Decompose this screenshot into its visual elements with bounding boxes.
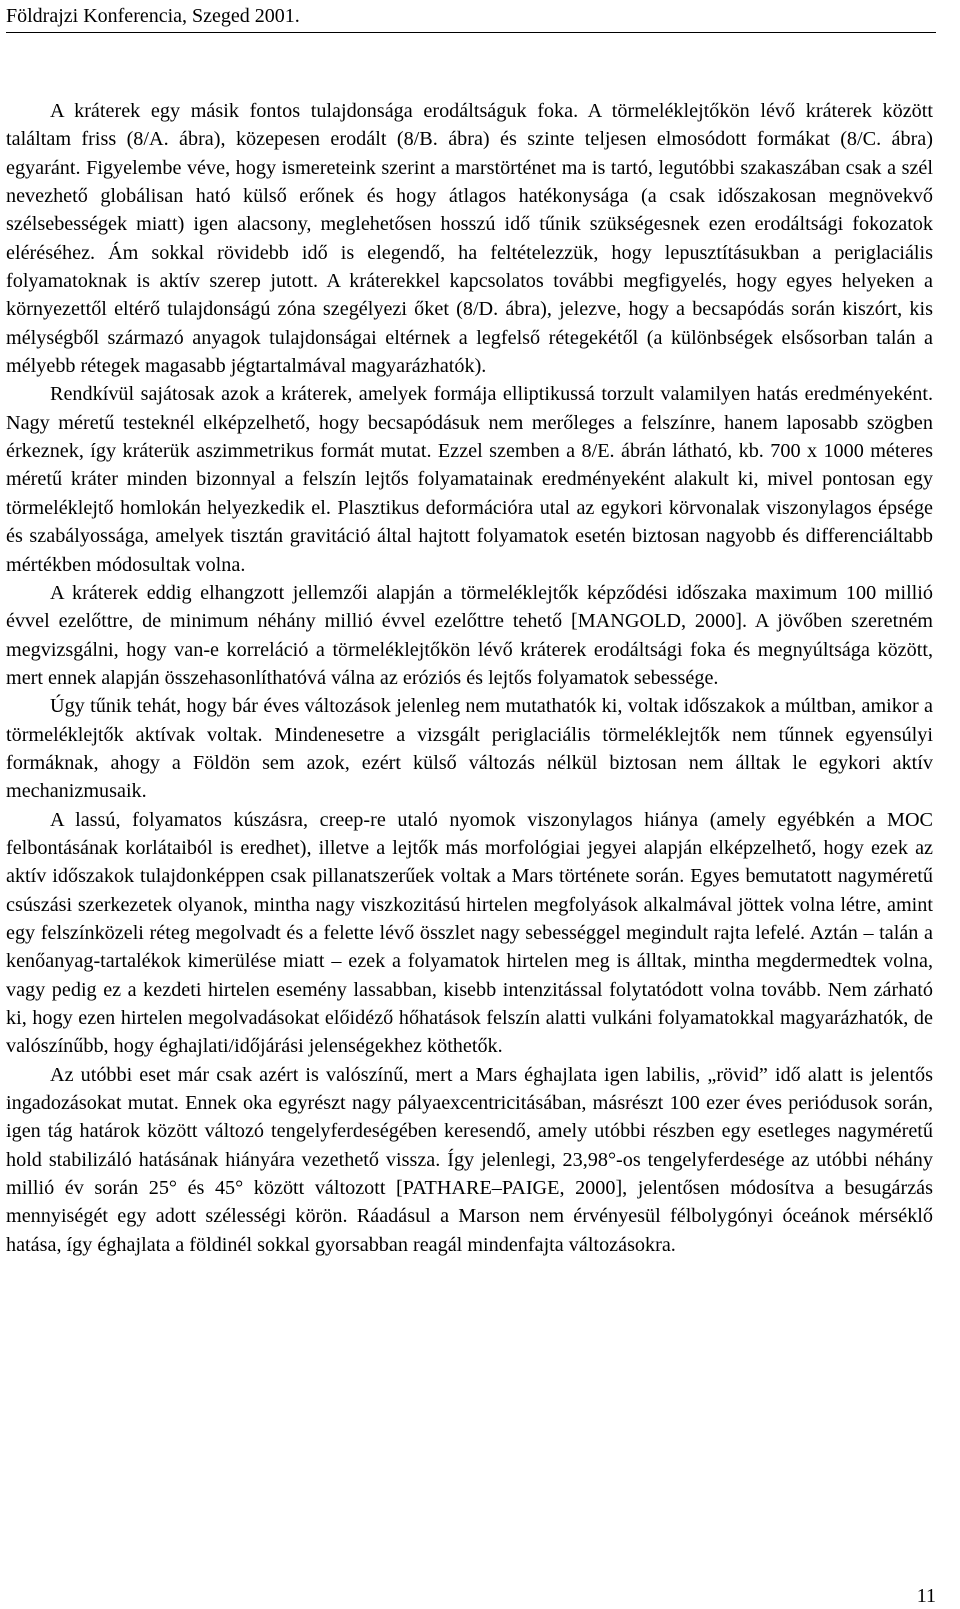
paragraph: A lassú, folyamatos kúszásra, creep-re utaló nyomok viszonylagos hiánya (amely egyébkén a MOC felbontásának korlátaiból is eredhet), illetve a lejtők más morfológiai jegyei alapján elképzelhető, hogy ezek az aktív időszakok tulajdonképpen csak pillanatszerűek voltak a Mars története során. Egyes bemutatott nagyméretű csúszási szerkezetek olyanok, mintha nagy viszkozitású hirtelen megfolyások alkalmával jöttek volna létre, amint egy felszínközeli réteg megolvadt és a felette lévő összlet nagy sebességgel megindult rajta lefelé. Aztán – talán a kenőanyag-tartalékok kimerülése miatt – ezek a folyamatok hirtelen meg is álltak, mintha megdermedtek volna, vagy pedig ez a kezdeti hirtelen esemény lassabban, kisebb intenzitással folytatódott volna tovább. Nem zárható ki, hogy ezen hirtelen megolvadásokat előidéző hőhatások felszín alatti vulkáni folyamatokkal magyarázhatók, de valószínűbb, hogy éghajlati/időjárási jelenségekhez köthetők.	[6, 808, 933, 1058]
header-title: Földrajzi Konferencia, Szeged 2001.	[6, 5, 300, 27]
page-number: 11	[916, 1585, 936, 1607]
paragraph: Rendkívül sajátosak azok a kráterek, amelyek formája elliptikussá torzult valamilyen hatás eredményeként. Nagy méretű testeknél elképzelhető, hogy becsapódásuk nem merőleges a felszínre, hanem laposabb szögben érkeznek, így kráterük aszimmetrikus formát mutat. Ezzel szemben a 8/E. ábrán látható, kb. 700 x 1000 méteres méretű kráter minden bizonnyal a felszín lejtős folyamatainak eredményeként alakult ki, mivel pontosan egy törmeléklejtő homlokán helyezkedik el. Plasztikus deformációra utal az egykori körvonalak viszonylagos épsége és szabályossága, amelyek tisztán gravitáció által hajtott folyamatok esetén biztosan nagyobb és differenciáltabb mértékben módosultak volna.	[6, 383, 933, 576]
paragraph: A kráterek egy másik fontos tulajdonsága erodáltságuk foka. A törmeléklejtőkön lévő kráterek között találtam friss (8/A. ábra), közepesen erodált (8/B. ábra) és szinte teljesen elmosódott formákat (8/C. ábra) egyaránt. Figyelembe véve, hogy ismereteink szerint a marstörténet ma is tartó, legutóbbi szakaszában csak a szél nevezhető globálisan ható külső erőnek és hogy átlagos hatékonysága (a csak időszakosan megnövekvő szélsebességek miatt) igen alacsony, meglehetősen hosszú idő tűnik szükségesnek ezen erodáltsági fokozatok eléréséhez. Ám sokkal rövidebb idő is elegendő, ha feltételezzük, hogy lepusztításukban a periglaciális folyamatoknak is aktív szerep jutott. A kráterekkel kapcsolatos további megfigyelés, hogy egyes helyeken a környezettől eltérő tulajdonságú zóna szegélyezi őket (8/D. ábra), jelezve, hogy a becsapódás során kiszórt, kis mélységből származó anyagok tulajdonságai eltérnek a legfelső rétegekétől (a különbségek elsősorban talán a mélyebb rétegek magasabb jégtartalmával magyarázhatók).	[6, 100, 933, 378]
paragraph: Az utóbbi eset már csak azért is valószínű, mert a Mars éghajlata igen labilis, „rövid” idő alatt is jelentős ingadozásokat mutat. Ennek oka egyrészt nagy pályaexcentricitásában, másrészt 100 ezer éves periódusok során, igen tág határok között változó tengelyferdeségében keresendő, amely utóbbi részben egy esetleges nagyméretű hold stabilizáló hatásának hiányára vezethető vissza. Így jelenlegi, 23,98°-os tengelyferdesége az utóbbi néhány millió év során 25° és 45° között változott [PATHARE–PAIGE, 2000], jelentősen módosítva a besugárzás mennyiségét egy adott szélességi körön. Ráadásul a Marson nem érvényesül félbolygónyi óceánok mérséklő hatása, így éghajlata a földinél sokkal gyorsabban reagál mindenfajta változásokra.	[6, 1063, 933, 1256]
paragraph: A kráterek eddig elhangzott jellemzői alapján a törmeléklejtők képződési időszaka maximum 100 millió évvel ezelőttre, de minimum néhány millió évvel ezelőttre tehető [MANGOLD, 2000]. A jövőben szeretném megvizsgálni, hogy van-e korreláció a törmeléklejtőkön lévő kráterek erodáltsági foka és megnyúltsága között, mert ennek alapján összehasonlíthatóvá válna az eróziós és lejtős folyamatok sebessége.	[6, 581, 933, 689]
paragraph: Úgy tűnik tehát, hogy bár éves változások jelenleg nem mutathatók ki, voltak időszakok a múltban, amikor a törmeléklejtők aktívak voltak. Mindenesetre a vizsgált periglaciális törmeléklejtők nem tűnnek egyensúlyi formáknak, ahogy a Földön sem azok, ezért külső változás nélkül biztosan nem álltak le egykori aktív mechanizmusaik.	[6, 695, 933, 803]
running-header	[6, 4, 936, 33]
body-text	[6, 97, 933, 1259]
